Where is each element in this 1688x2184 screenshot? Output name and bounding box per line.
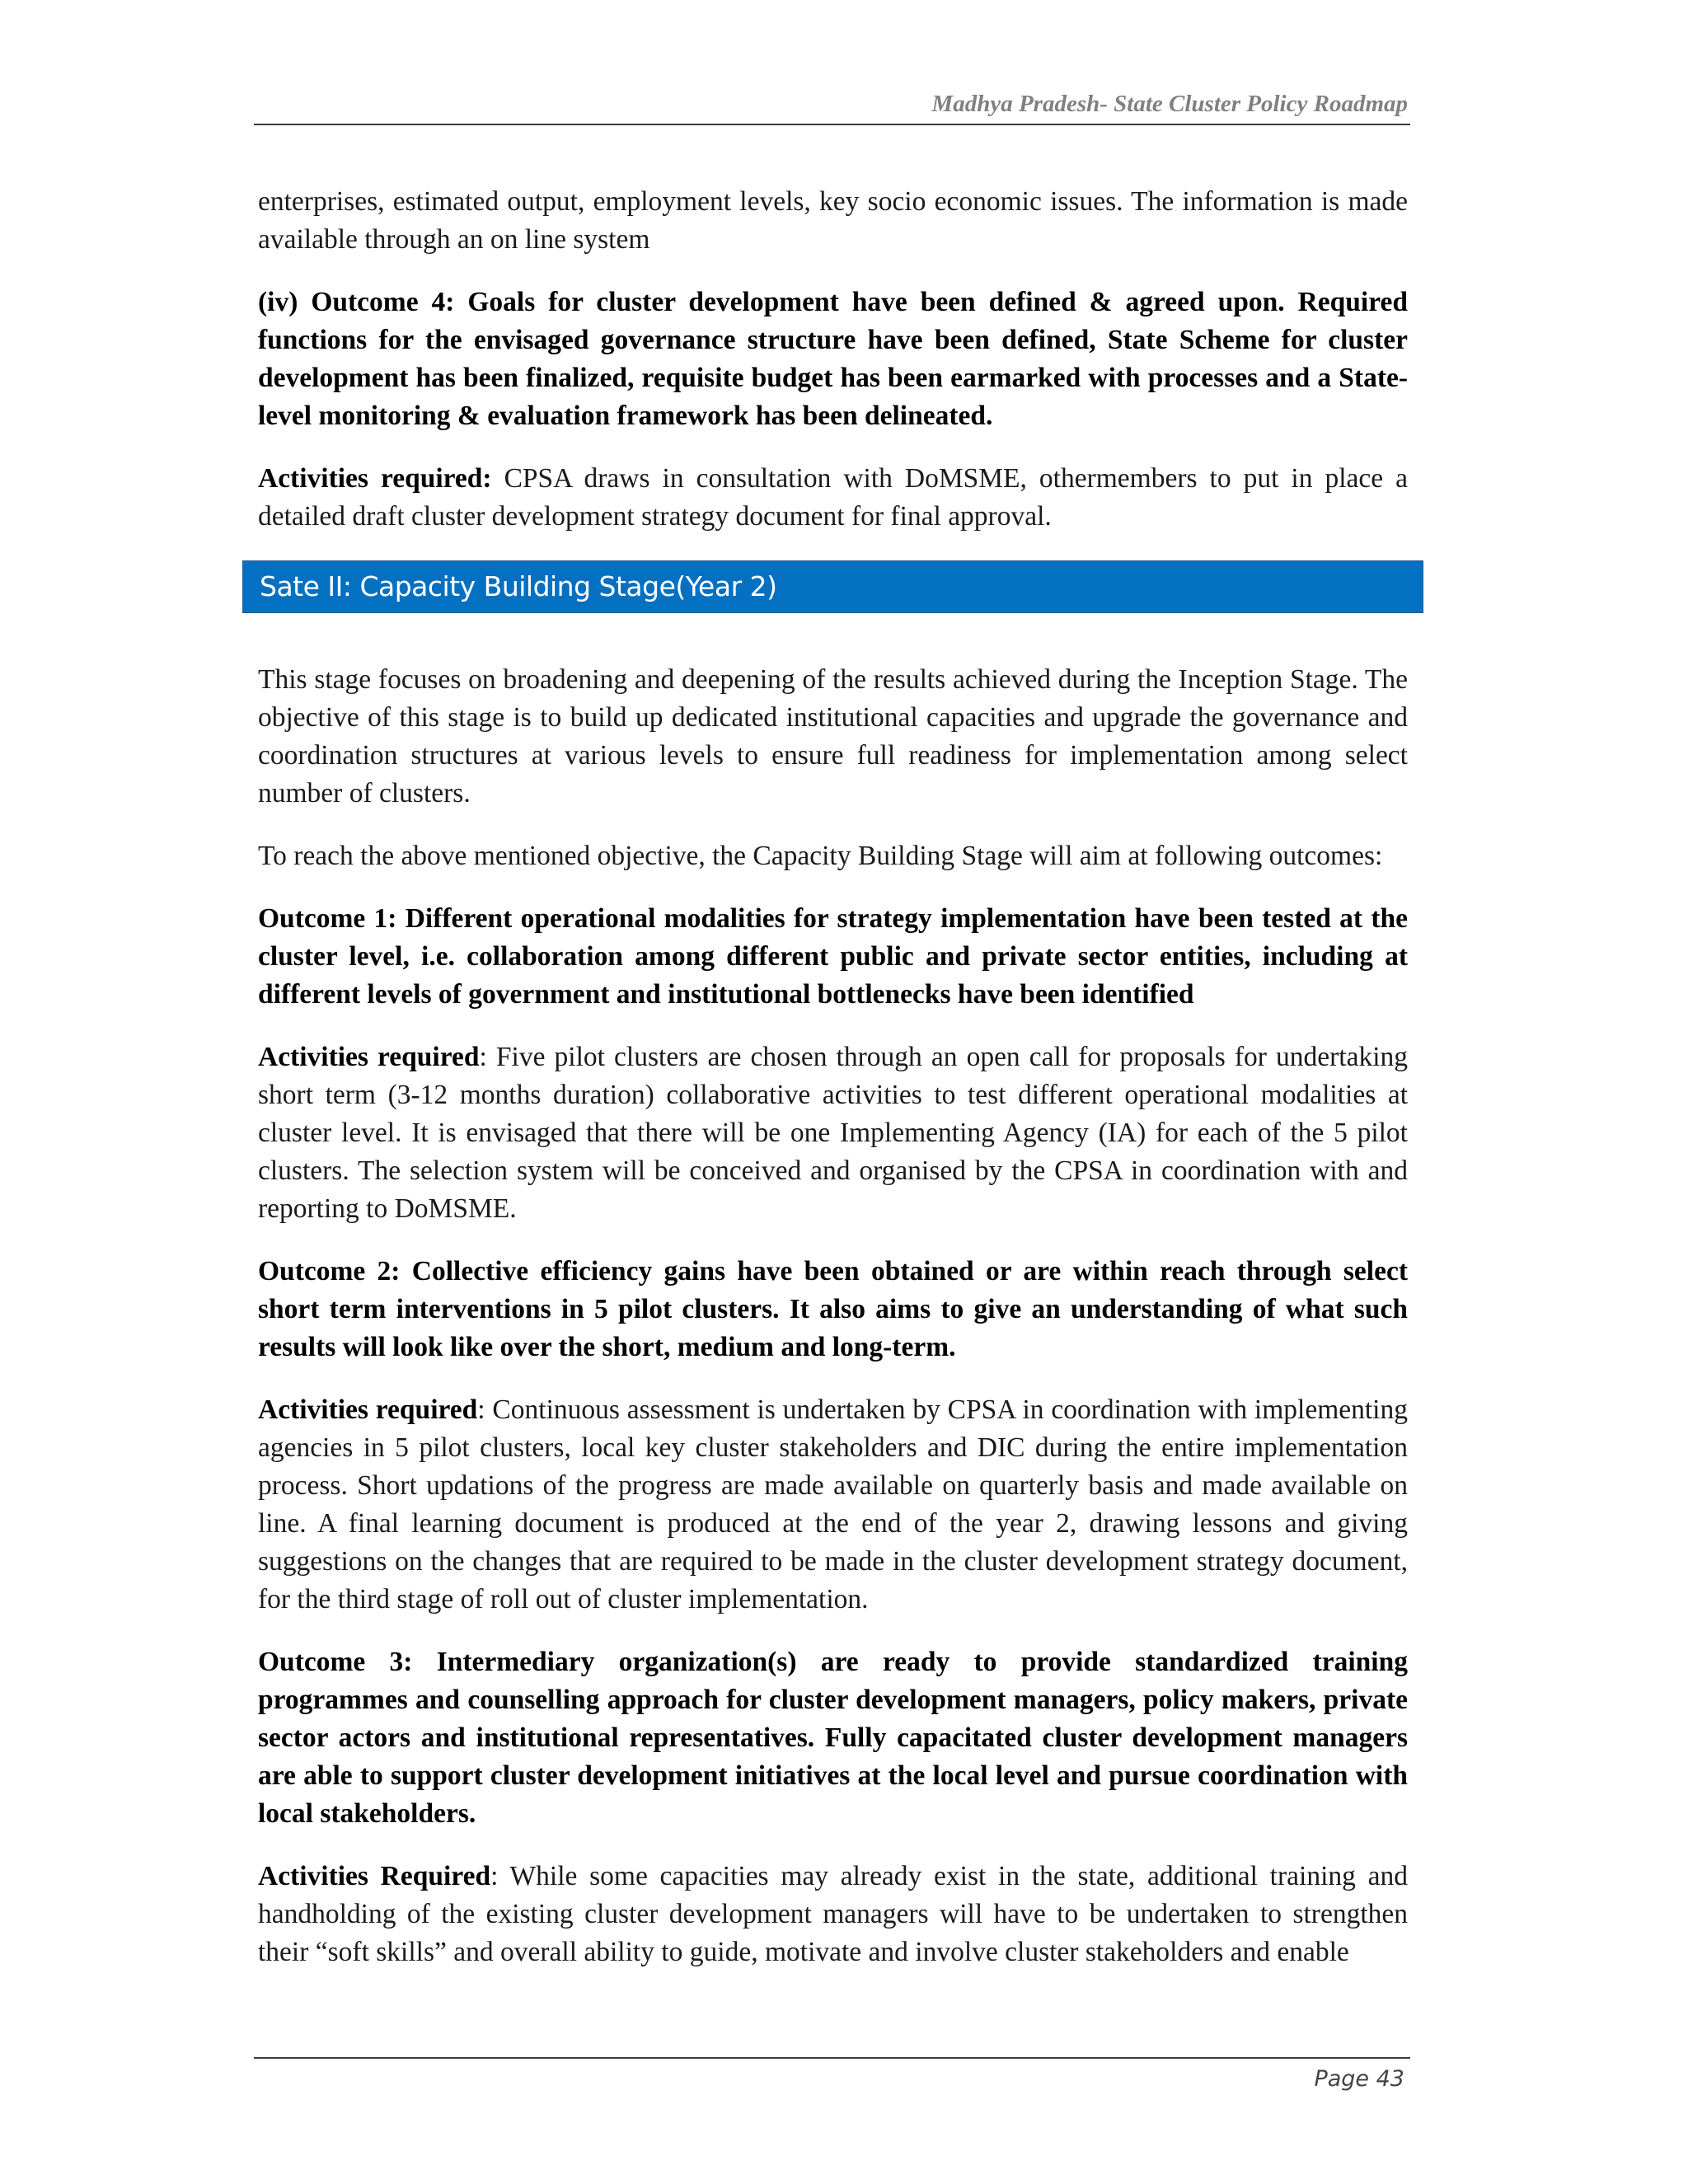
paragraph-text: : While some capacities may already exist in the state, additional training and handholding of the existing cluster development managers will have to be undertaken to strengthen their “soft skills” and overall ability to guide, motivate and involve cluster stakeholders and enable <box>258 1861 1408 1967</box>
paragraph <box>258 1038 1408 1228</box>
activities-label: Activities required <box>258 1394 478 1425</box>
outcome-heading: Outcome 3: Intermediary organization(s) are ready to provide standardized training programmes and counselling approach for cluster development managers, policy makers, private sector actors and institutional representatives. Fully capacitated cluster development managers are able to support cluster development initiatives at the local level and pursue coordination with local stakeholders. <box>258 1647 1408 1829</box>
paragraph <box>258 1858 1408 1971</box>
section-title: Sate II: Capacity Building Stage(Year 2) <box>260 570 777 602</box>
outcome-heading: Outcome 1: Different operational modalities for strategy implementation have been tested at the cluster level, i.e. collaboration among different public and private sector entities, including at different levels of government and institutional bottlenecks have been identified <box>258 903 1408 1010</box>
activities-label: Activities Required <box>258 1861 491 1891</box>
header-rule <box>254 124 1410 125</box>
page-number: Page 43 <box>1314 2066 1404 2092</box>
outcome-heading: (iv) Outcome 4: Goals for cluster development have been defined & agreed upon. Required functions for the envisaged governance structure have been defined, State Scheme for cluster development has been finalized, requisite budget has been earmarked with processes and a State-level monitoring & evaluation framework has been delineated. <box>258 287 1408 431</box>
paragraph: enterprises, estimated output, employment levels, key socio economic issues. The information is made available through an on line system <box>258 186 1408 255</box>
outcome-heading: Outcome 2: Collective efficiency gains have been obtained or are within reach through select short term interventions in 5 pilot clusters. It also aims to give an understanding of what such results will look like over the short, medium and long-term. <box>258 1256 1408 1362</box>
footer-rule <box>254 2057 1410 2059</box>
paragraph-text: CPSA draws in consultation with DoMSME, othermembers to put in place a detailed draft cluster development strategy document for final approval. <box>258 463 1408 532</box>
paragraph: This stage focuses on broadening and deepening of the results achieved during the Inception Stage. The objective of this stage is to build up dedicated institutional capacities and upgrade the governance and coordination structures at various levels to ensure full readiness for implementation among select number of clusters. <box>258 664 1408 808</box>
section-heading-bar <box>242 560 1423 613</box>
paragraph <box>258 1391 1408 1619</box>
running-header: Madhya Pradesh- State Cluster Policy Roadmap <box>931 91 1408 117</box>
body-text <box>258 183 1408 1996</box>
paragraph-text: : Continuous assessment is undertaken by CPSA in coordination with implementing agencies in 5 pilot clusters, local key cluster stakeholders and DIC during the entire implementation process. Short updations of the progress are made available on quarterly basis and made available on line. A final learning document is produced at the end of the year 2, drawing lessons and giving suggestions on the changes that are required to be made in the cluster development strategy document, for the third stage of roll out of cluster implementation. <box>258 1394 1408 1615</box>
paragraph-text: : Five pilot clusters are chosen through an open call for proposals for undertaking short term (3-12 months duration) collaborative activities to test different operational modalities at cluster level. It is envisaged that there will be one Implementing Agency (IA) for each of the 5 pilot clusters. The selection system will be conceived and organised by the CPSA in coordination with and reporting to DoMSME. <box>258 1042 1408 1224</box>
paragraph: To reach the above mentioned objective, the Capacity Building Stage will aim at following outcomes: <box>258 841 1383 871</box>
activities-label: Activities required <box>258 1042 480 1072</box>
paragraph <box>258 460 1408 536</box>
activities-label: Activities required: <box>258 463 492 494</box>
